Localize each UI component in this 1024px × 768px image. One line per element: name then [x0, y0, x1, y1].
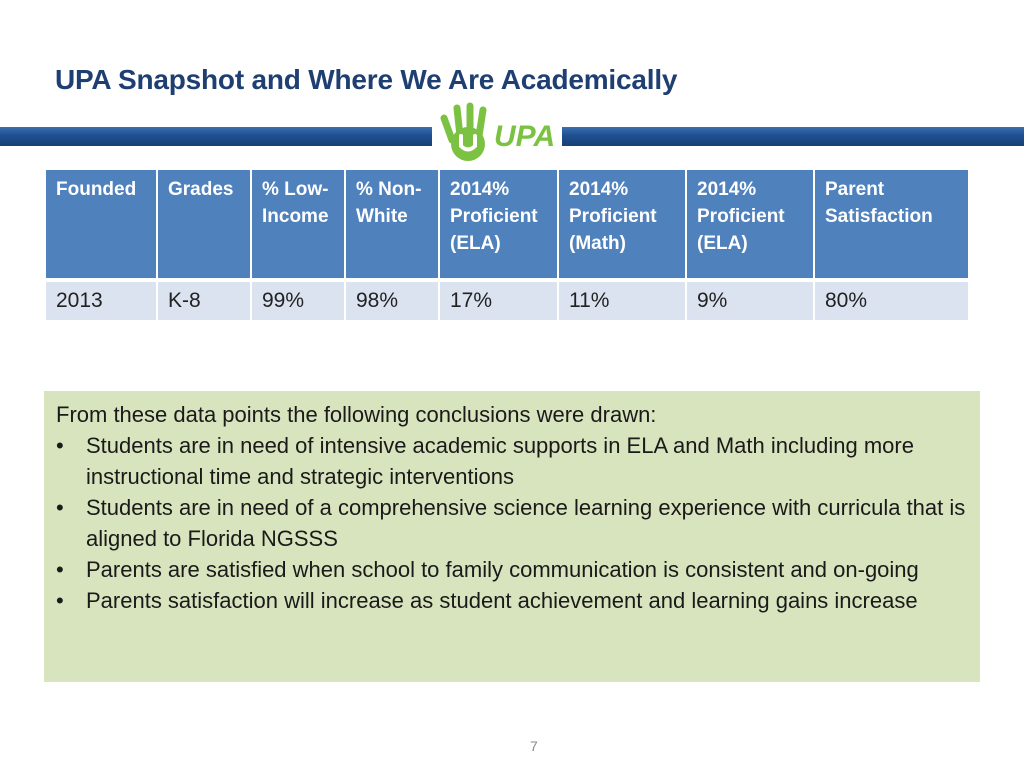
cell-proficient-ela: 17%	[439, 282, 558, 320]
conclusions-intro: From these data points the following conclusions were drawn:	[56, 402, 657, 427]
table-header-row	[46, 170, 969, 278]
page-number: 7	[530, 738, 538, 754]
cell-proficient-ela-2: 9%	[686, 282, 814, 320]
list-item	[56, 554, 968, 585]
bullet-icon: •	[56, 588, 64, 613]
header-parent-satisfaction: Parent Satisfaction	[814, 170, 969, 278]
list-item	[56, 430, 968, 492]
conclusions-box	[44, 391, 980, 682]
cell-founded: 2013	[46, 282, 157, 320]
cell-parent-satisfaction: 80%	[814, 282, 969, 320]
header-founded: Founded	[46, 170, 157, 278]
bullet-icon: •	[56, 433, 64, 458]
header-proficient-math: 2014% Proficient (Math)	[558, 170, 686, 278]
header-low-income: % Low-Income	[251, 170, 345, 278]
list-item-text: Parents are satisfied when school to family communication is consistent and on-going	[86, 557, 919, 582]
snapshot-table	[46, 170, 970, 320]
header-non-white: % Non-White	[345, 170, 439, 278]
bullet-icon: •	[56, 495, 64, 520]
list-item	[56, 492, 968, 554]
list-item	[56, 585, 968, 616]
conclusions-list	[56, 430, 968, 616]
header-proficient-ela: 2014% Proficient (ELA)	[439, 170, 558, 278]
list-item-text: Students are in need of a comprehensive science learning experience with curricula that is aligned to Florida NGSSS	[86, 495, 966, 551]
cell-proficient-math: 11%	[558, 282, 686, 320]
list-item-text: Students are in need of intensive academic supports in ELA and Math including more instructional time and strategic interventions	[86, 433, 914, 489]
slide-title: UPA Snapshot and Where We Are Academically	[55, 64, 678, 95]
table-row	[46, 282, 969, 320]
cell-low-income: 99%	[251, 282, 345, 320]
header-proficient-ela-2: 2014% Proficient (ELA)	[686, 170, 814, 278]
header-grades: Grades	[157, 170, 251, 278]
header-bar-left	[0, 127, 432, 146]
logo-text: UPA	[494, 120, 556, 153]
list-item-text: Parents satisfaction will increase as student achievement and learning gains increase	[86, 588, 918, 613]
bullet-icon: •	[56, 557, 64, 582]
cell-non-white: 98%	[345, 282, 439, 320]
upa-logo	[430, 98, 565, 164]
cell-grades: K-8	[157, 282, 251, 320]
header-bar-right	[562, 127, 1024, 146]
